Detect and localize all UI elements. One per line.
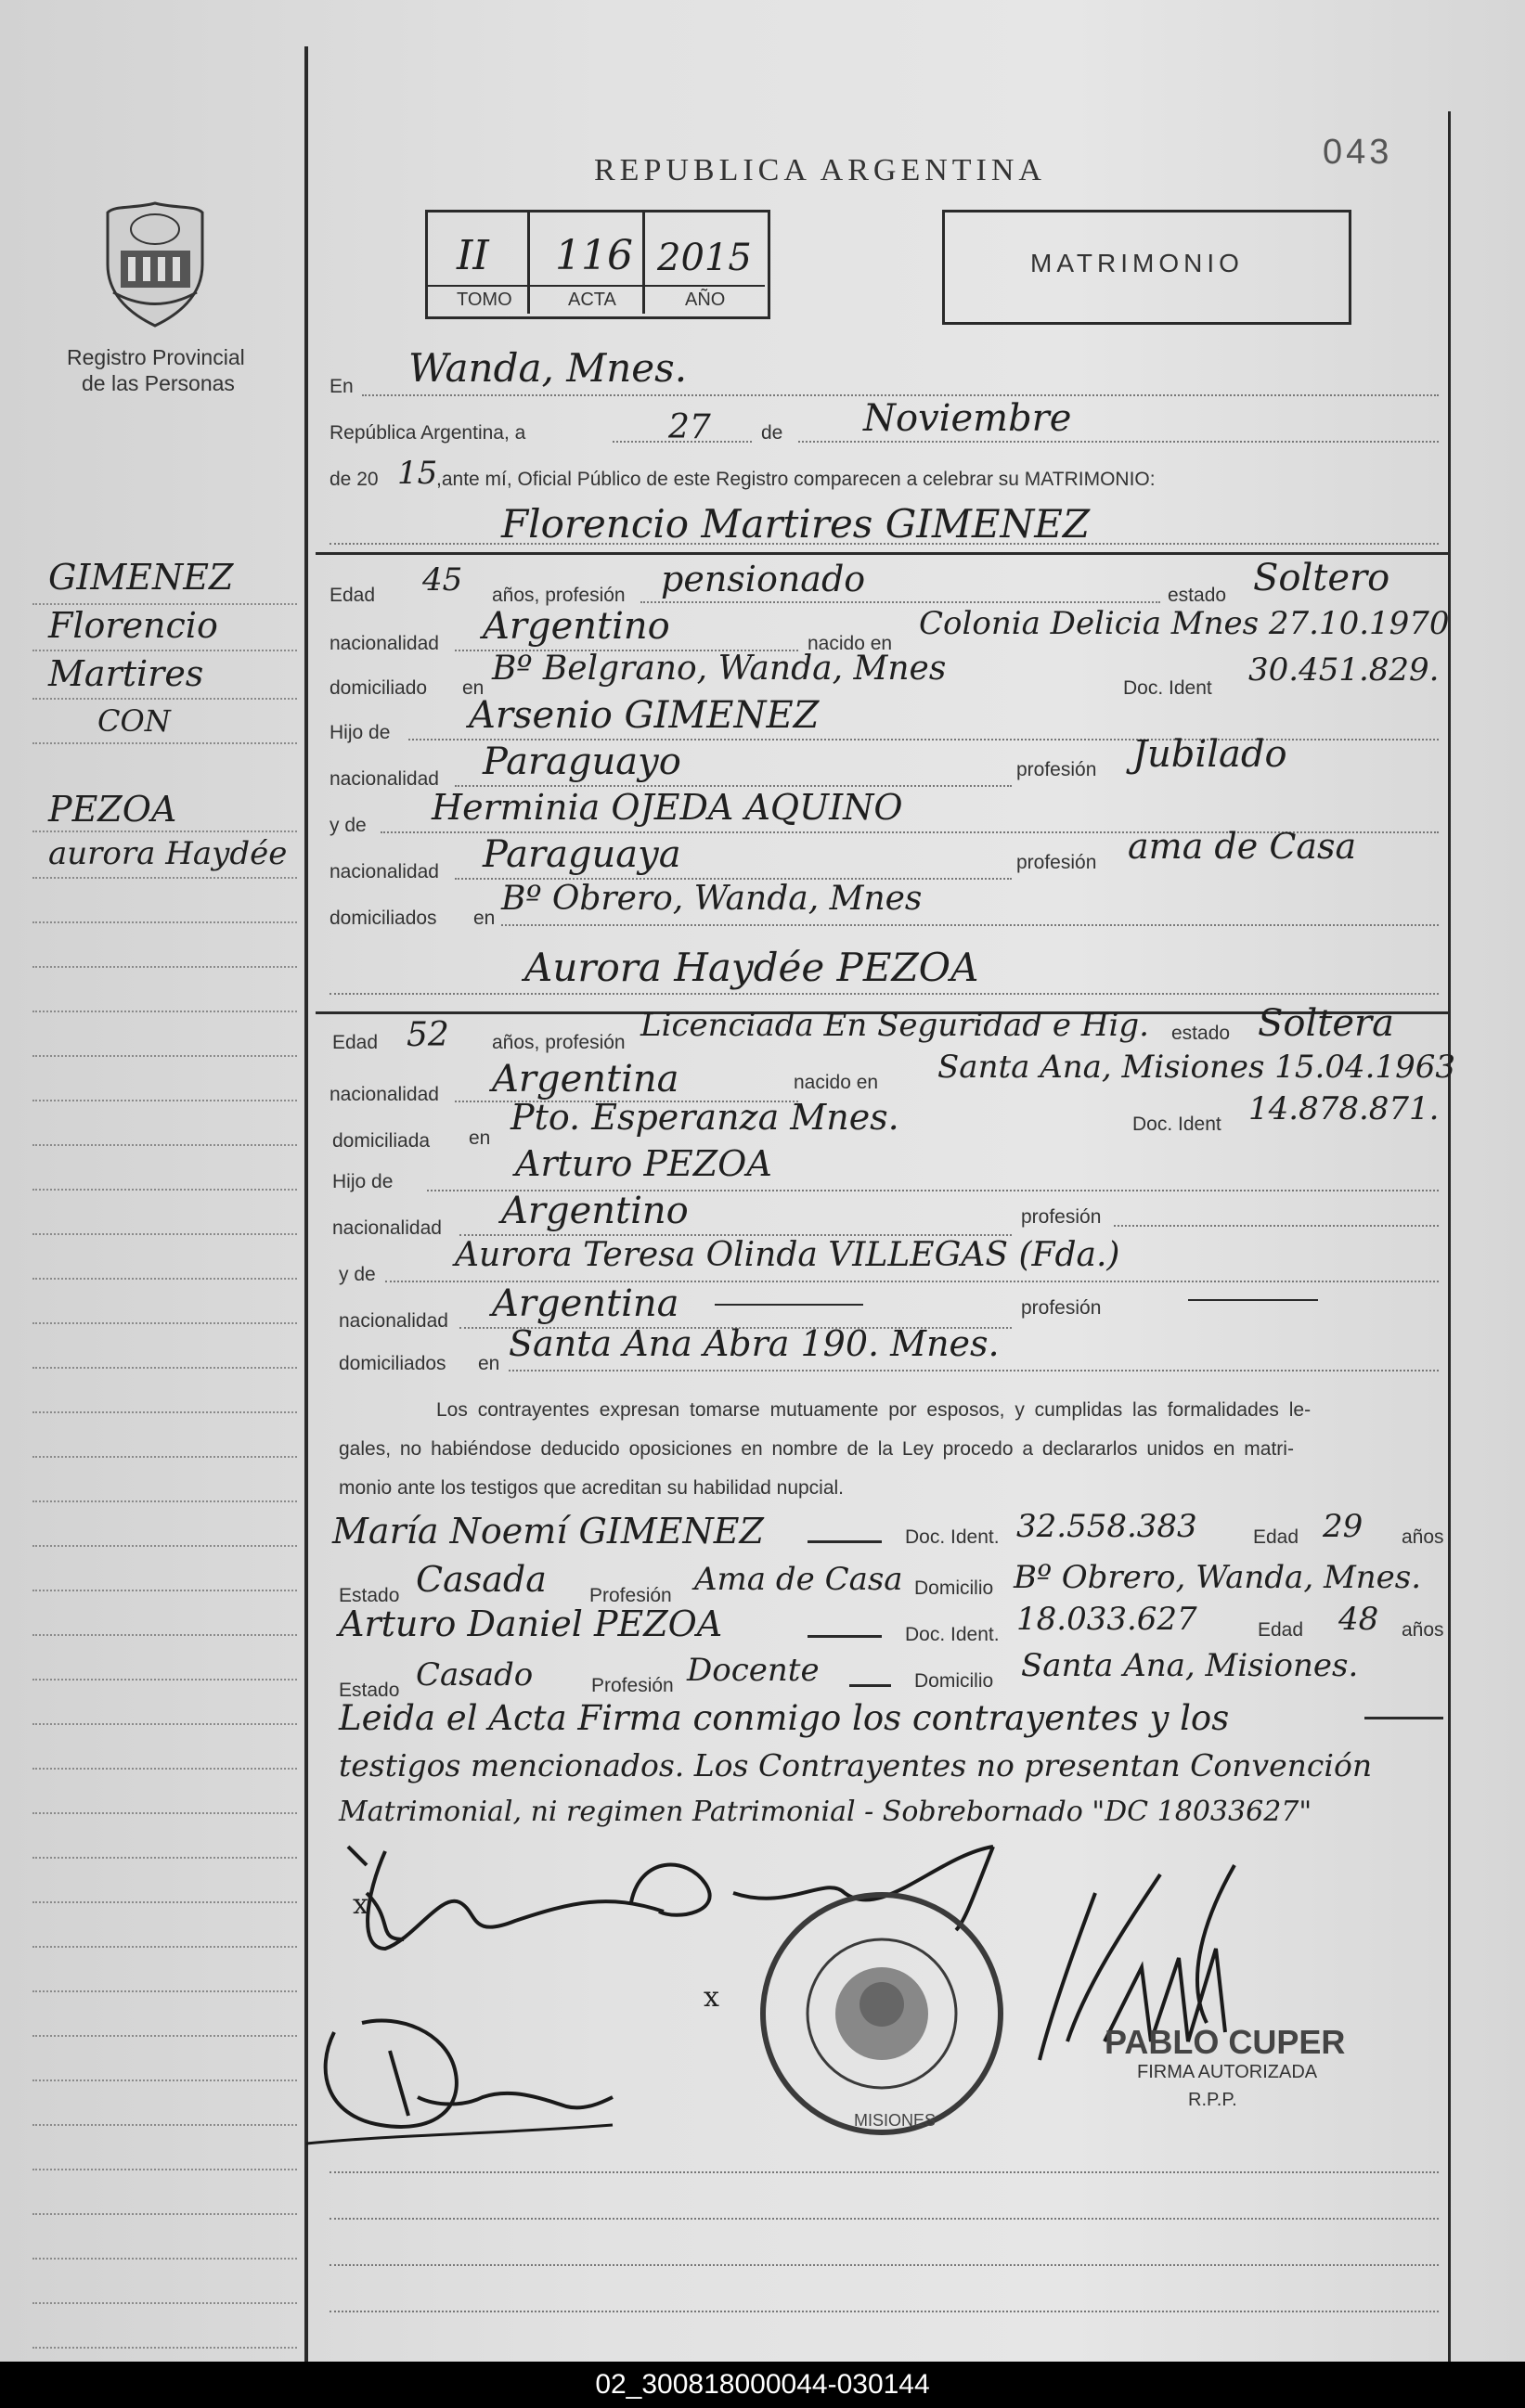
intro-text: ,ante mí, Oficial Público de este Registro comparecen a celebrar su MATRIMONIO: [436, 469, 1156, 490]
bride-madre: Aurora Teresa Olinda VILLEGAS (Fda.) [455, 1236, 1120, 1274]
margin-line [32, 831, 297, 832]
bride-estado-label: estado [1171, 1023, 1231, 1044]
registry-logo [102, 200, 209, 329]
bride-profesion: Licenciada En Seguridad e Hig. [640, 1007, 1149, 1044]
margin-line [32, 1411, 297, 1413]
margin-line [32, 1590, 297, 1591]
official-title: FIRMA AUTORIZADA [1137, 2062, 1318, 2082]
tomo-value: II [457, 232, 489, 279]
witness1-dom-label: Domicilio [914, 1577, 994, 1599]
witness2-estado-label: Estado [339, 1680, 400, 1701]
groom-domicilio: Bº Belgrano, Wanda, Mnes [492, 650, 947, 688]
groom-anos-prof-label: años, profesión [492, 585, 626, 606]
bride-edad-label: Edad [332, 1032, 379, 1053]
dotted-line [330, 2171, 1439, 2173]
margin-line [32, 2302, 297, 2304]
year-prefix: de 20 [330, 469, 379, 490]
dotted-line [798, 441, 1439, 443]
groom-hijo-label: Hijo de [330, 722, 391, 743]
margin-bride-first: aurora Haydée [48, 835, 288, 872]
witness1-edad-label: Edad [1253, 1526, 1299, 1548]
margin-groom-first: Florencio [48, 605, 218, 646]
bride-padre-nac: Argentino [501, 1190, 689, 1232]
bride-yde-label: y de [339, 1264, 376, 1285]
bride-en-label: en [469, 1127, 491, 1149]
groom-estado-label: estado [1168, 585, 1227, 606]
section-rule [316, 552, 1448, 555]
registry-name-line1: Registro Provincial [67, 345, 245, 369]
notes-line1: Leida el Acta Firma conmigo los contrayentes y los [339, 1698, 1230, 1738]
official-seal [752, 1884, 1012, 2144]
witness1-doc: 32.558.383 [1016, 1508, 1197, 1545]
margin-line [32, 966, 297, 968]
witness2-prof: Docente [687, 1652, 820, 1689]
bride-parents-dom-label: domiciliados [339, 1353, 446, 1374]
bride-estado: Soltera [1258, 1002, 1394, 1045]
groom-edad: 45 [422, 561, 463, 599]
box-divider [527, 210, 530, 314]
groom-madre-prof: ama de Casa [1128, 826, 1357, 867]
document-id: 02_300818000044-030144 [595, 2369, 930, 2400]
groom-nacido-label: nacido en [808, 633, 893, 654]
anio-value: 2015 [657, 237, 752, 279]
bride-edad: 52 [407, 1016, 449, 1054]
groom-parents-dom-label: domiciliados [330, 908, 437, 929]
margin-line [32, 2124, 297, 2126]
witness1-estado: Casada [416, 1559, 547, 1600]
margin-line [32, 603, 297, 605]
bride-parents-en-label: en [478, 1353, 500, 1374]
dash-mark [849, 1684, 891, 1687]
bride-madre-nac-label: nacionalidad [339, 1310, 448, 1332]
witness1-edad: 29 [1323, 1508, 1363, 1545]
witness1-name: María Noemí GIMENEZ [332, 1511, 764, 1552]
groom-profesion: pensionado [661, 559, 866, 599]
margin-line [32, 1812, 297, 1814]
margin-line [32, 650, 297, 651]
mark-x2: x [704, 1981, 719, 2014]
dash-mark [1188, 1299, 1318, 1301]
dash-mark [808, 1635, 882, 1638]
margin-line [32, 1634, 297, 1636]
witness2-edad-label: Edad [1258, 1619, 1304, 1641]
year-suffix: 15 [397, 455, 438, 492]
acta-label: ACTA [568, 290, 616, 310]
witness1-anos-label: años [1402, 1526, 1444, 1548]
notes-line3: Matrimonial, ni regimen Patrimonial - Sobrebornado "DC 18033627" [339, 1796, 1312, 1828]
witness1-prof: Ama de Casa [694, 1561, 903, 1598]
margin-line [32, 1545, 297, 1547]
bride-domicilio: Pto. Esperanza Mnes. [510, 1097, 899, 1138]
dotted-line [501, 924, 1439, 926]
dash-mark [715, 1304, 863, 1306]
dotted-line [1114, 1225, 1439, 1227]
margin-groom-second: Martires [48, 653, 204, 694]
bride-nacido-label: nacido en [794, 1072, 879, 1093]
declaration-line1: Los contrayentes expresan tomarse mutuamente por esposos, y cumplidas las formalidades le- [436, 1399, 1312, 1421]
bride-nac-label: nacionalidad [330, 1084, 439, 1105]
declaration-line3: monio ante los testigos que acreditan su habilidad nupcial. [339, 1477, 845, 1499]
right-border [1448, 111, 1451, 2362]
witness1-estado-label: Estado [339, 1585, 400, 1606]
bride-padre: Arturo PEZOA [515, 1143, 772, 1184]
bride-nacido: Santa Ana, Misiones 15.04.1963 [937, 1049, 1455, 1086]
groom-en-label: en [462, 677, 485, 699]
dotted-line [330, 2218, 1439, 2220]
margin-line [32, 921, 297, 923]
official-org: R.P.P. [1188, 2090, 1237, 2110]
seal-bottom: MISIONES [854, 2111, 937, 2130]
record-type: MATRIMONIO [1030, 249, 1244, 277]
witness2-anos-label: años [1402, 1619, 1444, 1641]
witness2-doc-label: Doc. Ident. [905, 1624, 1000, 1645]
registry-name-line2: de las Personas [82, 371, 235, 395]
groom-padre-prof-label: profesión [1016, 759, 1097, 780]
margin-line [32, 1100, 297, 1101]
groom-nacido: Colonia Delicia Mnes 27.10.1970 [919, 605, 1450, 642]
groom-estado: Soltero [1253, 557, 1390, 599]
groom-yde-label: y de [330, 815, 367, 836]
witness2-estado: Casado [416, 1656, 534, 1693]
mark-x1: x [353, 1888, 368, 1921]
groom-doc-label: Doc. Ident [1123, 677, 1212, 699]
margin-line [32, 1011, 297, 1012]
marriage-day: 27 [668, 408, 711, 446]
groom-padre-prof: Jubilado [1132, 733, 1287, 776]
bride-padre-nac-label: nacionalidad [332, 1217, 442, 1239]
witness2-dom: Santa Ana, Misiones. [1021, 1647, 1359, 1684]
witness1-dom: Bº Obrero, Wanda, Mnes. [1014, 1559, 1422, 1596]
witness1-prof-label: Profesión [589, 1585, 672, 1606]
margin-line [32, 2258, 297, 2260]
dotted-line [330, 2311, 1439, 2312]
bride-dom-label: domiciliada [332, 1130, 431, 1152]
groom-nac-label: nacionalidad [330, 633, 439, 654]
bride-hijo-label: Hijo de [332, 1171, 394, 1192]
margin-line [32, 1946, 297, 1948]
margin-line [32, 1500, 297, 1502]
dash-mark [1364, 1717, 1443, 1719]
margin-line [32, 1679, 297, 1680]
bride-nacionalidad: Argentina [492, 1058, 679, 1101]
margin-line [32, 2169, 297, 2170]
en-label: En [330, 376, 354, 397]
bride-madre-prof-label: profesión [1021, 1297, 1102, 1319]
margin-line [32, 1144, 297, 1146]
official-name: PABLO CUPER [1105, 2023, 1346, 2061]
box-label-rule [425, 285, 765, 287]
margin-line [32, 1055, 297, 1057]
margin-line [32, 2080, 297, 2081]
groom-name: Florencio Martires GIMENEZ [501, 501, 1091, 547]
groom-padre: Arsenio GIMENEZ [469, 694, 820, 737]
bride-anos-prof-label: años, profesión [492, 1032, 626, 1053]
margin-line [32, 1857, 297, 1859]
margin-line [32, 1723, 297, 1725]
witness2-name: Arturo Daniel PEZOA [339, 1603, 723, 1644]
bride-padre-prof-label: profesión [1021, 1206, 1102, 1228]
country-title: REPUBLICA ARGENTINA [594, 153, 1046, 187]
dotted-line [640, 601, 1160, 603]
margin-line [32, 1367, 297, 1369]
dotted-line [362, 394, 1439, 396]
acta-value: 116 [555, 232, 633, 279]
margin-con: CON [97, 703, 171, 739]
margin-line [32, 1189, 297, 1191]
witness2-prof-label: Profesión [591, 1675, 674, 1696]
box-divider [642, 210, 645, 314]
dotted-line [330, 993, 1439, 995]
margin-bride-surname: PEZOA [48, 789, 177, 830]
margin-line [32, 877, 297, 879]
margin-line [32, 698, 297, 700]
tomo-label: TOMO [457, 290, 512, 310]
witness1-doc-label: Doc. Ident. [905, 1526, 1000, 1548]
de-label: de [761, 422, 783, 444]
bride-madre-nac: Argentina [492, 1282, 679, 1325]
dotted-line [330, 2264, 1439, 2266]
margin-line [32, 1990, 297, 1992]
marriage-place: Wanda, Mnes. [408, 345, 688, 391]
margin-line [32, 1322, 297, 1324]
document-id-bar [0, 2362, 1525, 2408]
bride-parents-domicilio: Santa Ana Abra 190. Mnes. [509, 1323, 1000, 1364]
groom-parents-en-label: en [473, 908, 496, 929]
margin-line [32, 1456, 297, 1458]
groom-parents-domicilio: Bº Obrero, Wanda, Mnes [501, 880, 923, 918]
groom-madre-nac-label: nacionalidad [330, 861, 439, 882]
groom-edad-label: Edad [330, 585, 376, 606]
witness2-edad: 48 [1338, 1601, 1379, 1638]
margin-line [32, 2035, 297, 2037]
dash-mark [808, 1540, 882, 1543]
margin-line [32, 2347, 297, 2349]
notes-line2: testigos mencionados. Los Contrayentes no presentan Convención [339, 1747, 1373, 1783]
groom-padre-nac-label: nacionalidad [330, 768, 439, 790]
dotted-line [509, 1370, 1439, 1371]
groom-madre-nac: Paraguaya [483, 833, 681, 876]
republica-label: República Argentina, a [330, 422, 526, 444]
groom-dom-label: domiciliado [330, 677, 428, 699]
anio-label: AÑO [685, 290, 726, 310]
marriage-month: Noviembre [863, 397, 1072, 440]
groom-madre-prof-label: profesión [1016, 852, 1097, 873]
page-number: 043 [1323, 133, 1393, 172]
groom-madre: Herminia OJEDA AQUINO [432, 787, 903, 828]
witness2-dom-label: Domicilio [914, 1670, 994, 1692]
declaration-line2: gales, no habiéndose deducido oposiciones en nombre de la Ley procedo a declararlos unidos en matri- [339, 1438, 1294, 1460]
bride-name: Aurora Haydée PEZOA [524, 945, 979, 990]
witness-signature [306, 1995, 622, 2153]
margin-line [32, 1768, 297, 1770]
groom-nacionalidad: Argentino [483, 605, 670, 648]
margin-line [32, 1901, 297, 1903]
bride-doc: 14.878.871. [1248, 1090, 1440, 1127]
margin-groom-surname: GIMENEZ [48, 557, 234, 598]
margin-line [32, 2213, 297, 2215]
witness2-doc: 18.033.627 [1016, 1601, 1197, 1638]
groom-padre-nac: Paraguayo [483, 740, 681, 783]
bride-doc-label: Doc. Ident [1132, 1114, 1221, 1135]
margin-line [32, 1233, 297, 1235]
margin-line [32, 742, 297, 744]
groom-doc: 30.451.829. [1248, 651, 1440, 689]
margin-line [32, 1278, 297, 1280]
